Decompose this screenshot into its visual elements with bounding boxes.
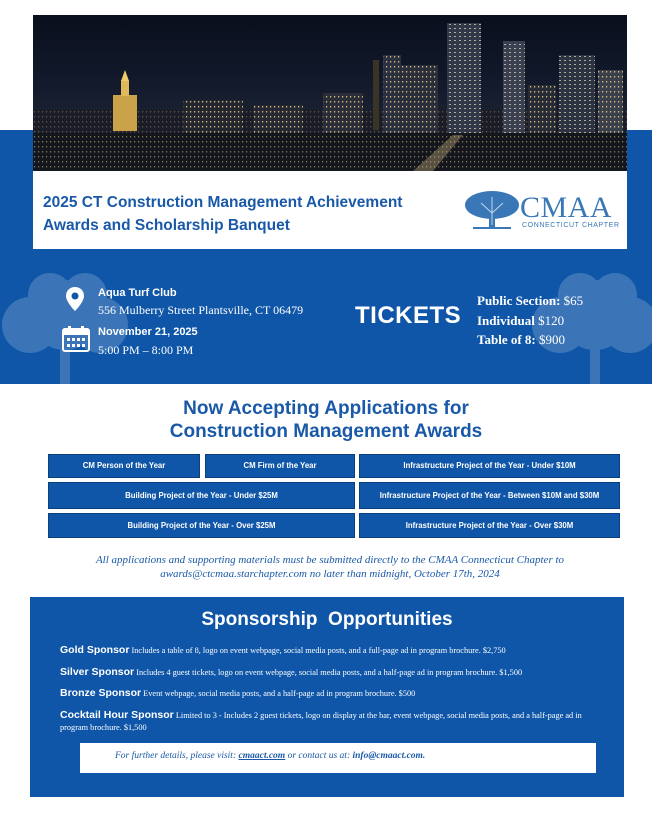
ticket-prices	[477, 291, 583, 350]
price-label: Public Section:	[477, 293, 561, 308]
sponsorship-heading: Sponsorship Opportunities	[201, 609, 453, 630]
submission-deadline	[40, 553, 620, 581]
email-link[interactable]: info@cmaact.com.	[352, 751, 426, 761]
event-title-box	[33, 171, 627, 249]
sponsor-name: Gold Sponsor	[60, 644, 130, 656]
award-cm-firm[interactable]: CM Firm of the Year	[205, 454, 355, 478]
tickets-heading: TICKETS	[355, 302, 462, 329]
sponsor-bronze	[60, 687, 605, 700]
deadline-line-1: All applications and supporting materials must be submitted directly to the CMAA Connecticut Chapter to	[95, 554, 565, 566]
award-building-under-25m[interactable]: Building Project of the Year - Under $25M	[48, 482, 355, 509]
oak-tree-logo-icon	[463, 189, 521, 231]
applications-heading	[0, 397, 652, 443]
event-title-line-1: 2025 CT Construction Management Achievement	[43, 194, 403, 211]
contact-footer	[80, 743, 596, 773]
award-infrastructure-under-10m[interactable]: Infrastructure Project of the Year - Under $10M	[359, 454, 620, 478]
venue-address: 556 Mulberry Street Plantsville, CT 06479	[98, 303, 304, 317]
price-label: Table of 8:	[477, 332, 536, 347]
sponsor-description: Limited to 3 - Includes 2 guest tickets, logo on display at the bar, event webpage, social media posts, and a half-page ad in program brochure. $1,500	[60, 711, 582, 732]
price-value: $120	[538, 312, 565, 328]
venue-name: Aqua Turf Club	[98, 287, 177, 299]
applications-heading-line-2: Construction Management Awards	[169, 421, 483, 442]
sponsor-name: Cocktail Hour Sponsor	[60, 709, 174, 721]
sponsor-silver	[60, 666, 605, 679]
award-building-over-25m[interactable]: Building Project of the Year - Over $25M	[48, 513, 355, 538]
contact-prefix: For further details, please visit:	[115, 751, 237, 761]
price-label: Individual	[477, 312, 535, 328]
event-title-line-2: Awards and Scholarship Banquet	[43, 217, 290, 234]
calendar-icon	[62, 326, 90, 352]
sponsor-gold	[60, 644, 605, 657]
sponsorship-box	[30, 597, 624, 797]
sponsor-cocktail-hour	[60, 709, 605, 734]
event-time: 5:00 PM – 8:00 PM	[98, 343, 194, 357]
award-infrastructure-over-30m[interactable]: Infrastructure Project of the Year - Over $30M	[359, 513, 620, 538]
contact-text	[115, 751, 425, 761]
city-skyline-photo	[33, 15, 627, 171]
event-title	[43, 191, 453, 237]
price-row-individual	[477, 311, 583, 331]
logo-wordmark: CMAA	[520, 191, 613, 224]
price-row-public	[477, 291, 583, 311]
sponsor-description: Event webpage, social media posts, and a half-page ad in program brochure. $500	[143, 689, 416, 698]
deadline-line-2: awards@ctcmaa.starchapter.com no later than midnight, October 17th, 2024	[160, 568, 500, 580]
map-pin-icon	[66, 287, 84, 311]
website-link[interactable]: cmaact.com	[238, 751, 286, 761]
applications-heading-line-1: Now Accepting Applications for	[183, 398, 469, 419]
event-date: November 21, 2025	[98, 326, 198, 338]
sponsor-name: Silver Sponsor	[60, 666, 135, 678]
cmaa-logo	[463, 185, 623, 235]
contact-middle: or contact us at:	[287, 751, 351, 761]
price-value: $65	[563, 293, 584, 308]
sponsor-name: Bronze Sponsor	[60, 687, 142, 699]
logo-subtitle: CONNECTICUT CHAPTER	[522, 222, 620, 229]
sponsor-description: Includes a table of 8, logo on event webpage, social media posts, and a full-page ad in program brochure. $2,750	[131, 646, 506, 655]
price-value: $900	[539, 332, 565, 347]
award-cm-person[interactable]: CM Person of the Year	[48, 454, 200, 478]
award-infrastructure-10m-30m[interactable]: Infrastructure Project of the Year - Between $10M and $30M	[359, 482, 620, 509]
sponsor-description: Includes 4 guest tickets, logo on event webpage, social media posts, and a half-page ad in program brochure. $1,500	[136, 668, 523, 677]
price-row-table	[477, 330, 583, 350]
